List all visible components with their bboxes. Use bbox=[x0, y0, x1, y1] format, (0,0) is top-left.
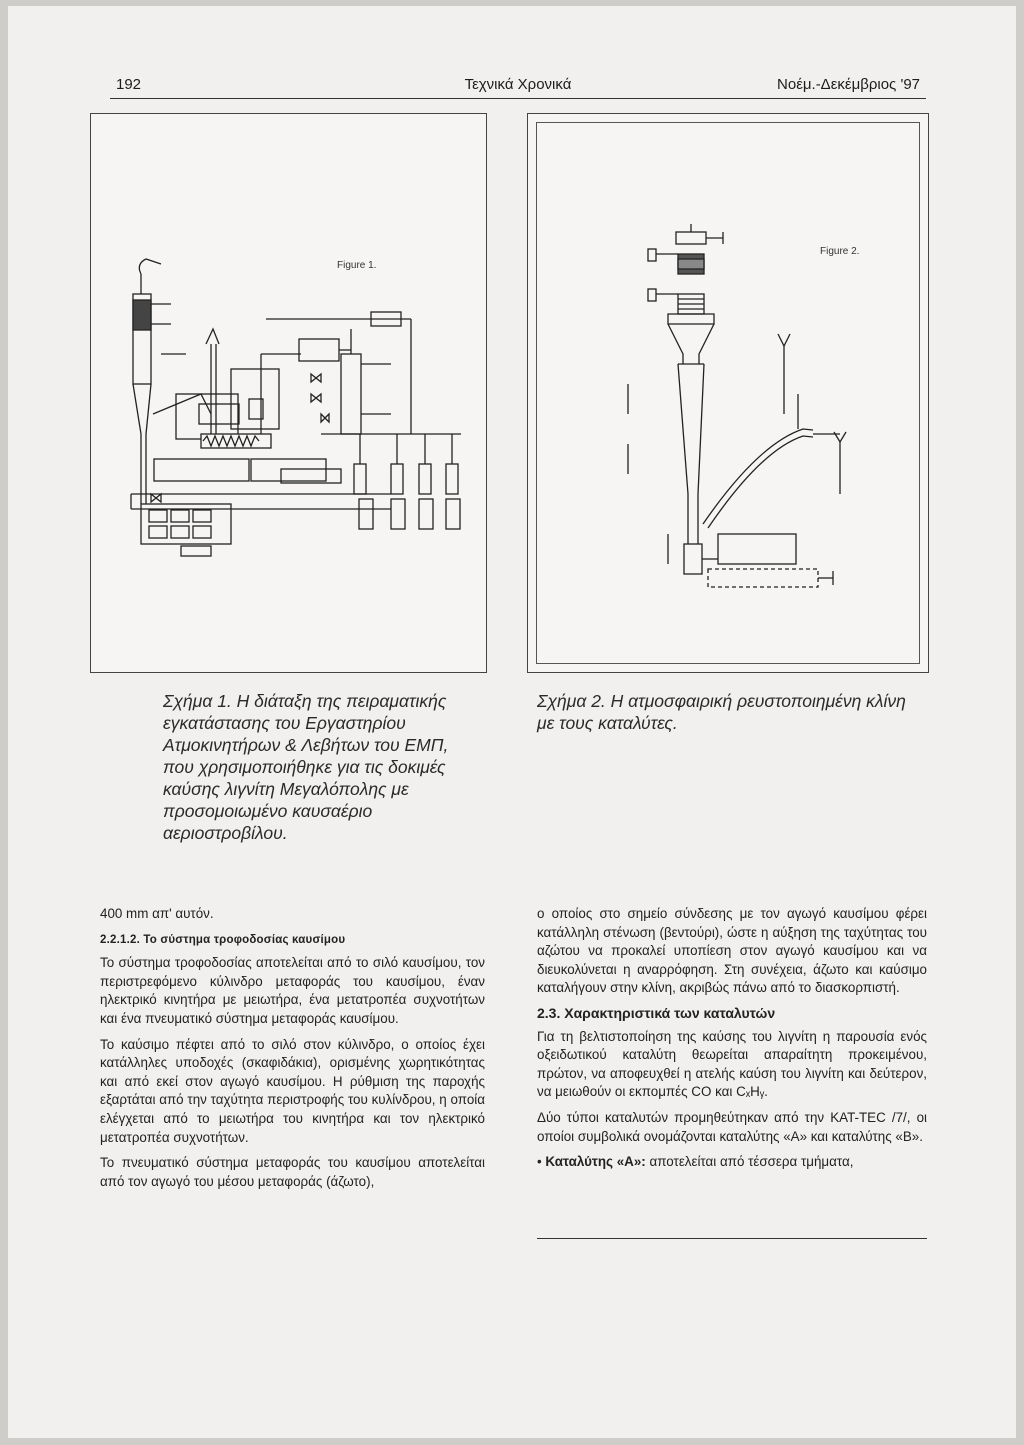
left-para-3: Το πνευματικό σύστημα μεταφοράς του καυσίμου αποτελείται από τον αγωγό του μέσου μεταφοράς (άζωτο), bbox=[100, 1155, 485, 1189]
bullet-catalyst-a bbox=[537, 1153, 927, 1172]
figure-1 bbox=[90, 113, 487, 673]
bullet-label: Καταλύτης «Α»: bbox=[545, 1154, 646, 1170]
right-column bbox=[537, 905, 927, 1179]
left-para-1: Το σύστημα τροφοδοσίας αποτελείται από το σιλό καυσίμου, τον περιστρεφόμενο κύλινδρο μεταφοράς του καυσίμου, έναν ηλεκτρικό κινητήρα με μειωτήρα, ένα μετατροπέα συχνοτήτων και ένα πνευματικό σύστημα μεταφοράς καυσίμου. bbox=[100, 955, 485, 1026]
figure-2-diagram bbox=[528, 114, 928, 672]
issue-date: Νοέμ.-Δεκέμβριος '97 bbox=[777, 76, 920, 93]
figure-1-label: Figure 1. bbox=[337, 260, 377, 271]
page-header bbox=[110, 70, 926, 100]
figure-2-caption-text: Η ατμοσφαιρική ρευστοποιημένη κλίνη με τους καταλύτες. bbox=[537, 691, 906, 733]
left-para-0: 400 mm απ' αυτόν. bbox=[100, 906, 214, 921]
right-para-0: ο οποίος στο σημείο σύνδεσης με τον αγωγό καυσίμου φέρει κατάλληλη στένωση (βεντούρι), ώστε η αύξηση της ταχύτητας του αζώτου να προκαλεί υποπίεση στον αγωγό καυσίμου και να διευκολύνεται η αναρρόφηση. Στη συνέχεια, άζωτο και καύσιμο καταλήγουν στην κλίνη, ακριβώς πάνω από το διασκορπιστή. bbox=[537, 906, 927, 996]
figure-2-caption-number: Σχήμα 2. bbox=[537, 691, 606, 711]
right-para-2: Δύο τύποι καταλυτών προμηθεύτηκαν από την KAT-TEC /7/, οι οποίοι συμβολικά ονομάζονται καταλύτης «Α» και καταλύτης «Β». bbox=[537, 1109, 927, 1144]
header-rule bbox=[110, 98, 926, 99]
journal-title: Τεχνικά Χρονικά bbox=[464, 76, 572, 93]
left-column bbox=[100, 905, 485, 1198]
figure-1-caption-number: Σχήμα 1. bbox=[163, 691, 232, 711]
figure-1-caption-text: Η διάταξη της πειραματικής εγκατάστασης του Εργαστηρίου Ατμοκινητήρων & Λεβήτων του ΕΜΠ, που χρησιμοποιήθηκε για τις δοκιμές καύσης λιγνίτη Μεγαλόπολης με προσομοιωμένο καυσαέριο αεριοστροβίλου. bbox=[163, 691, 449, 843]
bottom-rule bbox=[537, 1238, 927, 1239]
figure-2 bbox=[527, 113, 929, 673]
bullet-text: αποτελείται από τέσσερα τμήματα, bbox=[645, 1154, 854, 1170]
section-heading-2-2-1-2: 2.2.1.2. Το σύστημα τροφοδοσίας καυσίμου bbox=[100, 933, 346, 946]
left-para-2: Το καύσιμο πέφτει από το σιλό στον κύλινδρο, ο οποίος έχει κατάλληλες υποδοχές (σκαφιδάκια), ορισμένης χωρητικότητας και από εκεί στον αγωγό καυσίμου. Η ρύθμιση της παροχής εξαρτάται από την ταχύτητα περιστροφής του κυλίνδρου, η οποία ελέγχεται από το μειωτήρα του κινητήρα και τον ηλεκτρικό μετατροπέα συχνοτήτων. bbox=[100, 1036, 485, 1145]
right-para-1: Για τη βελτιστοποίηση της καύσης του λιγνίτη η παρουσία ενός οξειδωτικού καταλύτη θεωρείται απαραίτητη προκειμένου, πρώτον, να αποφευχθεί η ατελής καύση του λιγνίτη και δεύτερον, να μειωθούν οι εκπομπές CO και CₓHᵧ. bbox=[537, 1028, 927, 1100]
figure-1-caption bbox=[163, 690, 468, 844]
figure-2-caption bbox=[537, 690, 917, 734]
section-heading-2-3: 2.3. Χαρακτηριστικά των καταλυτών bbox=[537, 1004, 776, 1021]
page-number: 192 bbox=[116, 76, 142, 93]
bullet-icon: • bbox=[537, 1154, 546, 1170]
figure-1-diagram bbox=[91, 114, 486, 672]
figure-2-label: Figure 2. bbox=[820, 246, 860, 257]
